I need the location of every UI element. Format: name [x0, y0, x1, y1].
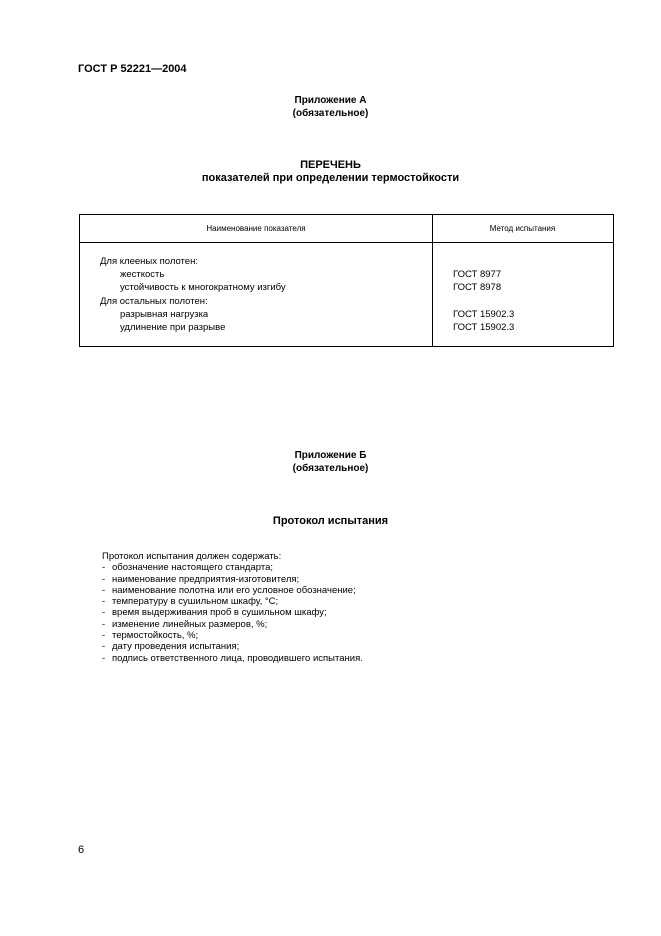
appendix-b-header — [0, 449, 661, 475]
page-number: 6 — [78, 844, 85, 856]
list-item: - термостойкость, %; — [102, 630, 199, 642]
table-row-method: ГОСТ 8978 — [453, 282, 502, 293]
table-row-indicator: устойчивость к многократному изгибу — [120, 282, 286, 293]
list-item: - дату проведения испытания; — [102, 641, 240, 653]
list-item: - время выдерживания проб в сушильном шкафу; — [102, 607, 327, 619]
appendix-a-header — [0, 94, 661, 120]
protocol-intro: Протокол испытания должен содержать: — [102, 551, 282, 562]
table-row-group-label: Для клееных полотен: — [100, 256, 198, 267]
appendix-b-status: (обязательное) — [292, 463, 369, 474]
appendix-a-status: (обязательное) — [292, 108, 369, 119]
table-row-indicator: разрывная нагрузка — [120, 309, 209, 320]
list-item: - наименование полотна или его условное обозначение; — [102, 584, 356, 596]
protocol-list — [102, 551, 363, 664]
document-header: ГОСТ Р 52221—2004 — [78, 63, 187, 75]
list-item: - наименование предприятия-изготовителя; — [102, 573, 300, 585]
appendix-b-heading: Протокол испытания — [272, 515, 389, 527]
table-row-method: ГОСТ 15902.3 — [453, 309, 515, 320]
table-row-indicator: удлинение при разрыве — [120, 322, 226, 333]
table-row-method: ГОСТ 15902.3 — [453, 322, 515, 333]
indicators-table — [79, 214, 614, 347]
appendix-a-heading-block — [0, 159, 661, 185]
appendix-a-subheading: показателей при определении термостойкости — [201, 172, 460, 184]
appendix-b-heading-block — [0, 515, 661, 528]
appendix-a-heading: ПЕРЕЧЕНЬ — [300, 159, 361, 171]
appendix-b-title: Приложение Б — [294, 450, 367, 461]
table-header-indicator: Наименование показателя — [206, 224, 306, 233]
list-item: - подпись ответственного лица, проводившего испытания. — [102, 652, 363, 664]
table-header-divider — [80, 242, 613, 243]
list-item: - изменение линейных размеров, %; — [102, 618, 268, 630]
table-row-group-label: Для остальных полотен: — [100, 296, 208, 307]
table-row-indicator: жесткость — [120, 269, 165, 280]
list-item: - обозначение настоящего стандарта; — [102, 562, 274, 574]
table-header-method: Метод испытания — [489, 224, 556, 233]
appendix-a-title: Приложение А — [294, 95, 367, 106]
list-item: - температуру в сушильном шкафу, °С; — [102, 596, 279, 608]
table-row-method: ГОСТ 8977 — [453, 269, 502, 280]
